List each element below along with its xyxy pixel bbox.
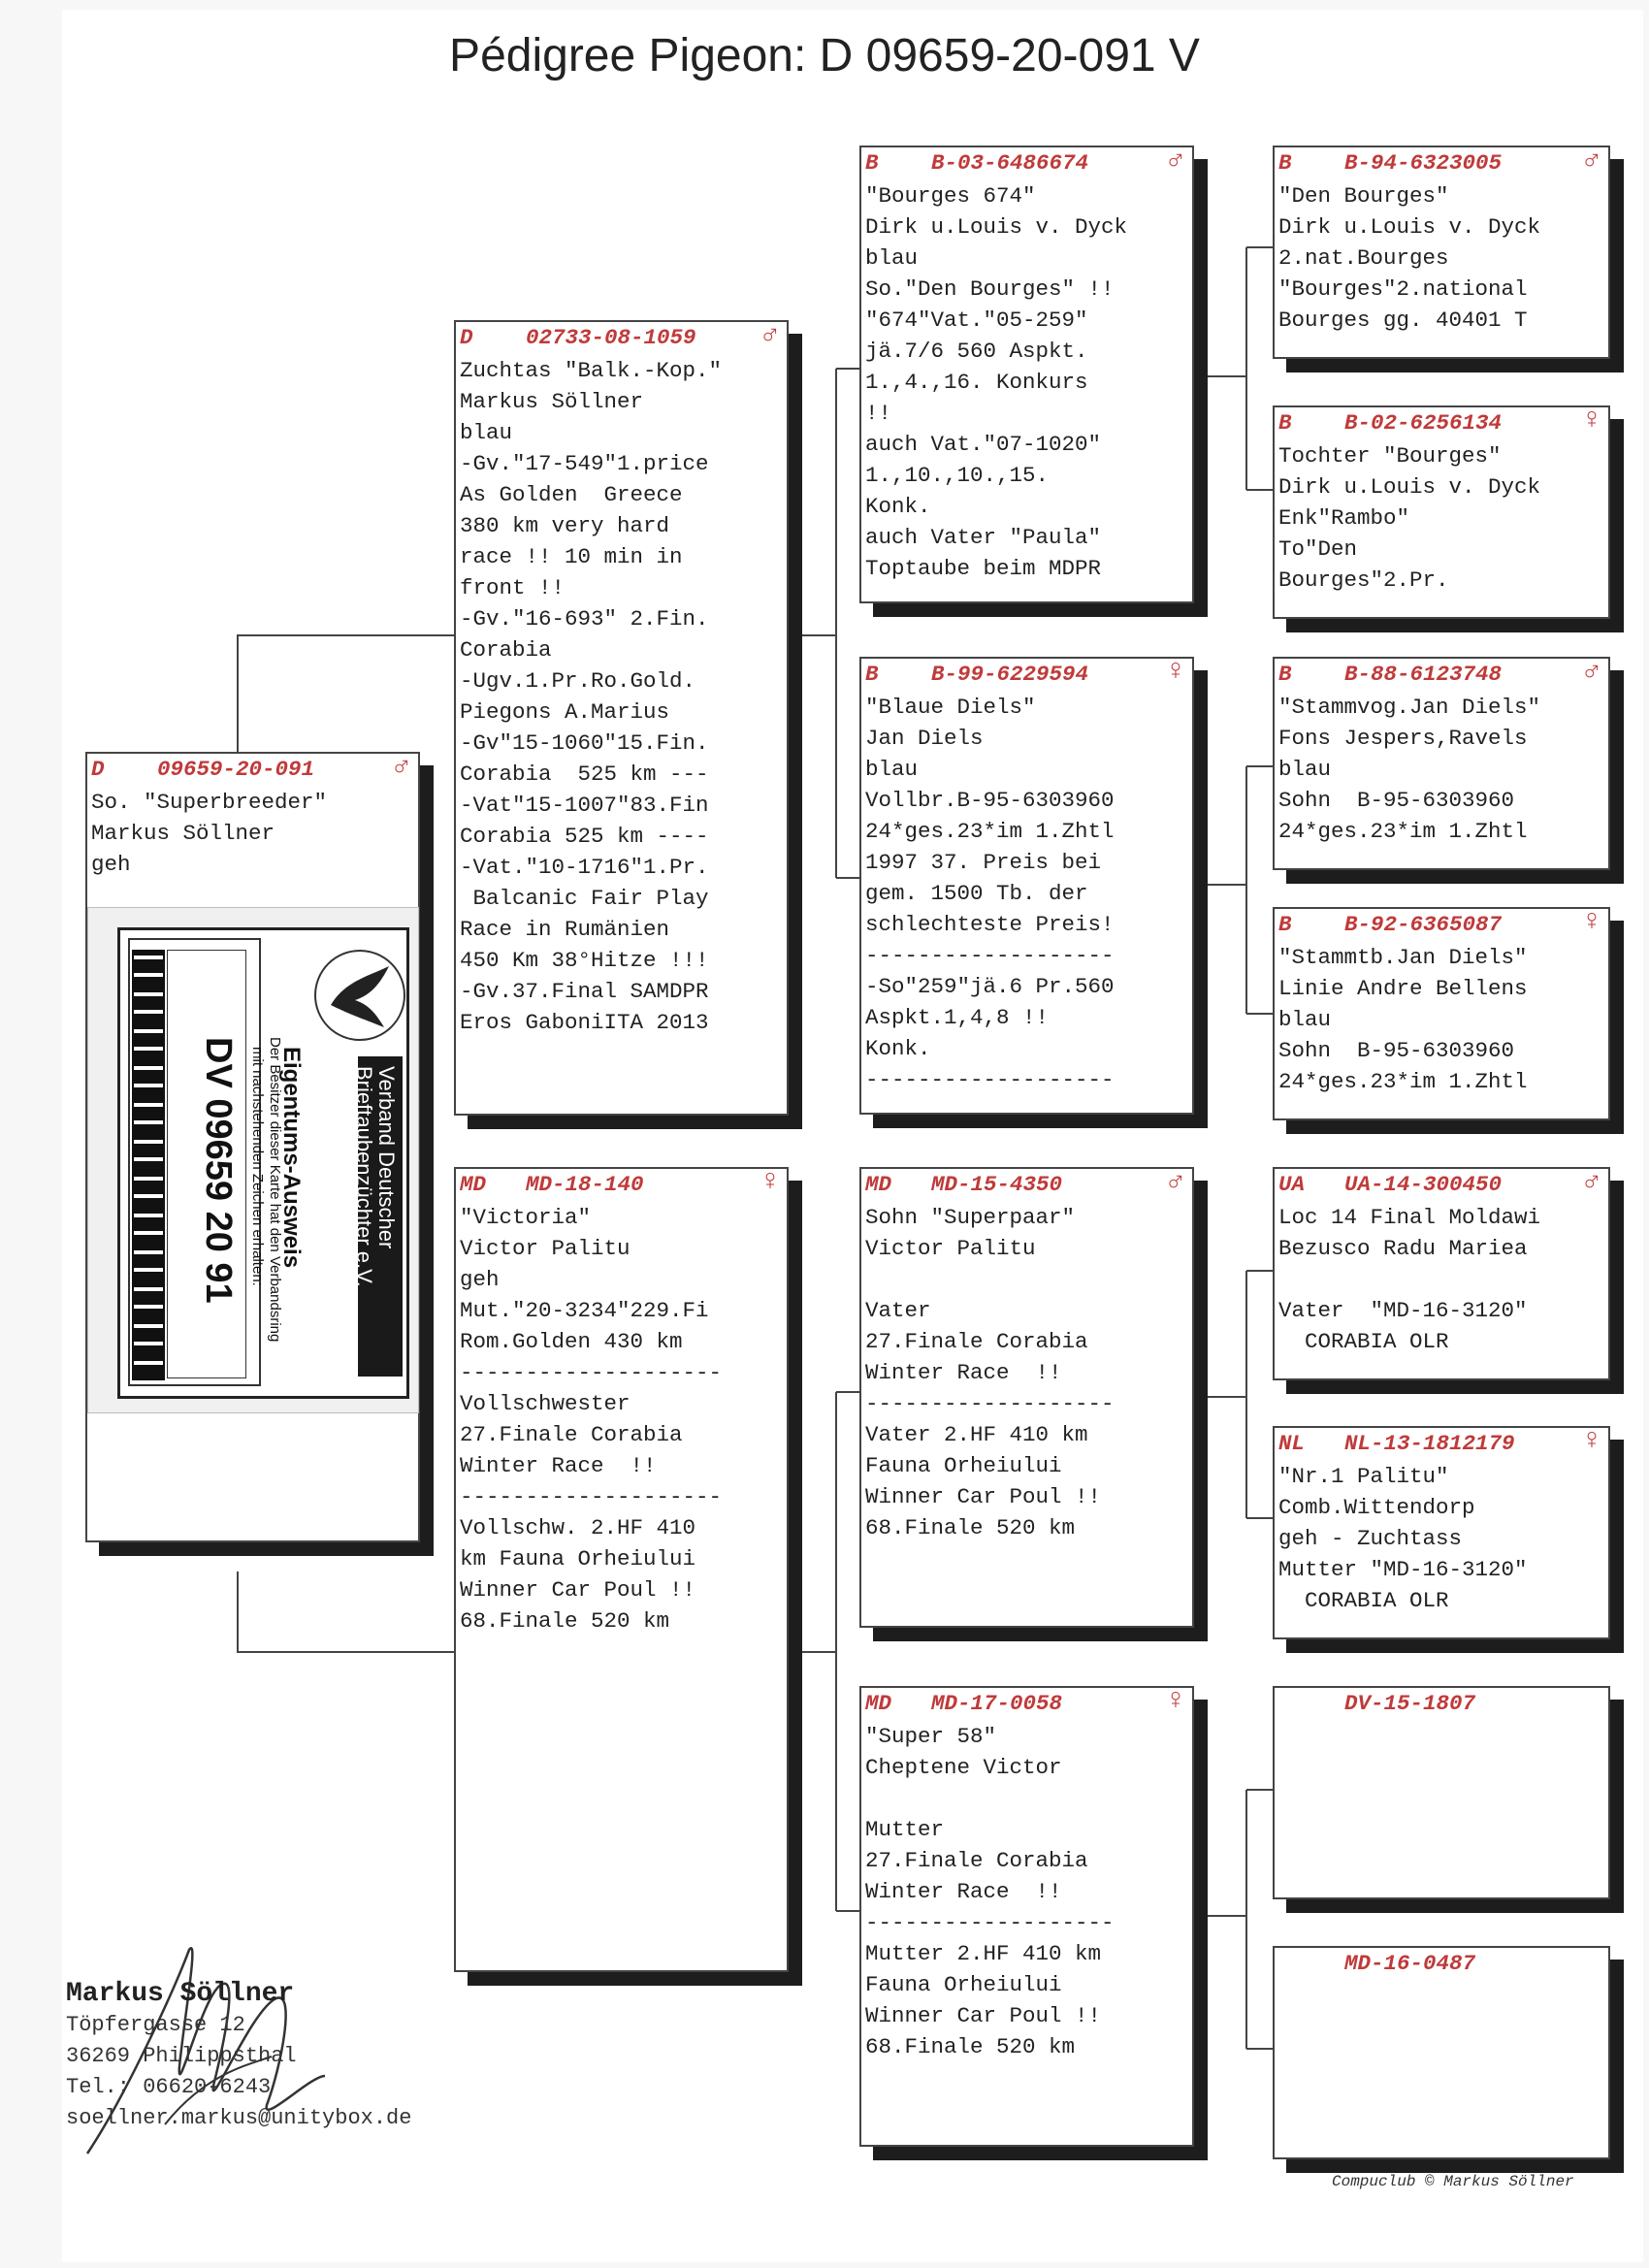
pigeon-detail-line: Vollschw. 2.HF 410 (460, 1515, 696, 1540)
pigeon-detail-line: "Nr.1 Palitu" (1278, 1464, 1449, 1489)
pigeon-detail-line: Sohn B-95-6303960 (1278, 1038, 1515, 1063)
pigeon-detail-line: "Victoria" (460, 1205, 592, 1230)
pigeon-detail-line: Vater 2.HF 410 km (865, 1422, 1088, 1447)
ring-number: 02733-08-1059 (526, 325, 696, 350)
pigeon-detail-line: "Den Bourges" (1278, 183, 1449, 209)
pigeon-detail-line: -Ugv.1.Pr.Ro.Gold. (460, 668, 696, 694)
pigeon-detail-line: front !! (460, 575, 566, 600)
pigeon-detail-line: Sohn B-95-6303960 (1278, 788, 1515, 813)
pigeon-detail-line: ------------------- (865, 1910, 1115, 1935)
pigeon-detail-line: Winner Car Poul !! (865, 1484, 1102, 1509)
ring-card (87, 907, 419, 1413)
pigeon-header (1275, 147, 1608, 180)
ring-number: 09659-20-091 (157, 757, 315, 782)
pigeon-header (1275, 909, 1608, 942)
pigeon-header (1275, 1948, 1608, 1981)
pigeon-detail-line: 1.,4.,16. Konkurs (865, 370, 1088, 395)
country-code: B (865, 662, 879, 687)
pigeon-detail-line: Vollschwester (460, 1391, 630, 1416)
country-code: B (1278, 912, 1292, 937)
owner-address (66, 1979, 411, 2134)
pigeon-box-mfm (1273, 1426, 1610, 1639)
pigeon-box-ffm (1273, 405, 1610, 619)
pigeon-detail-line: 24*ges.23*im 1.Zhtl (1278, 1069, 1528, 1094)
pigeon-detail-line: !! (865, 401, 892, 426)
male-icon: ♂ (1166, 1167, 1184, 1199)
pigeon-detail-line (861, 1264, 1192, 1295)
pigeon-detail-line: Vollbr.B-95-6303960 (865, 788, 1115, 813)
pigeon-box-mother-father (859, 1167, 1194, 1628)
pigeon-detail-line: -Vat"15-1007"83.Fin (460, 793, 709, 818)
pigeon-header (87, 754, 418, 787)
pigeon-header (861, 659, 1192, 692)
pigeon-box-fff (1273, 146, 1610, 359)
pigeon-detail-line: Toptaube beim MDPR (865, 556, 1102, 581)
pigeon-detail-line: Piegons A.Marius (460, 699, 670, 725)
owner-email: soellner.markus@unitybox.de (66, 2106, 412, 2130)
pigeon-detail-line: Rom.Golden 430 km (460, 1329, 683, 1354)
ring-number: MD-15-4350 (931, 1172, 1063, 1197)
pigeon-box-father-mother (859, 657, 1194, 1115)
pigeon-detail-line: Dirk u.Louis v. Dyck (865, 214, 1128, 240)
ring-number: MD-16-0487 (1344, 1951, 1476, 1976)
pigeon-detail-line: Aspkt.1,4,8 !! (865, 1005, 1050, 1030)
pigeon-detail-line: Bourges gg. 40401 T (1278, 308, 1528, 333)
ring-card-association: Verband Deutscher (374, 1066, 399, 1249)
ring-card-note-2: mit nachstehenden Zeichen erhalten: (249, 1047, 266, 1286)
pigeon-detail-line: jä.7/6 560 Aspkt. (865, 339, 1088, 364)
pigeon-detail-line: blau (865, 245, 919, 271)
ring-number: B-94-6323005 (1344, 150, 1503, 176)
footer-credit: Compuclub © Markus Söllner (1332, 2173, 1574, 2190)
male-icon: ♂ (1166, 146, 1184, 178)
pigeon-detail-line: 24*ges.23*im 1.Zhtl (1278, 819, 1528, 844)
pigeon-detail-line: Jan Diels (865, 726, 984, 751)
ring-card-note: Der Besitzer dieser Karte hat den Verbandsring (267, 1037, 283, 1343)
female-icon: ♀ (760, 1167, 779, 1199)
pigeon-detail-line: "Bourges"2.national (1278, 276, 1528, 302)
pigeon-detail-line: Corabia 525 km --- (460, 761, 709, 787)
pigeon-detail-line: Mut."20-3234"229.Fi (460, 1298, 709, 1323)
ring-number: MD-18-140 (526, 1172, 644, 1197)
pigeon-detail-line (861, 1783, 1192, 1814)
pigeon-detail-line: Cheptene Victor (865, 1755, 1062, 1780)
pigeon-detail-line: Race in Rumänien (460, 917, 670, 942)
pigeon-detail-line: -Gv."17-549"1.price (460, 451, 709, 476)
pigeon-detail-line: Victor Palitu (460, 1236, 630, 1261)
female-icon: ♀ (1582, 1426, 1600, 1458)
pigeon-detail-line: Zuchtas "Balk.-Kop." (460, 358, 723, 383)
pigeon-logo-icon (314, 950, 405, 1041)
pigeon-detail-line: race !! 10 min in (460, 544, 683, 569)
pigeon-detail-line: Bezusco Radu Mariea (1278, 1236, 1528, 1261)
pigeon-detail-line: -Gv"15-1060"15.Fin. (460, 730, 709, 756)
pigeon-detail-line: Vater (865, 1298, 931, 1323)
pigeon-detail-line: schlechteste Preis! (865, 912, 1115, 937)
pigeon-header (1275, 1688, 1608, 1721)
ring-number: B-99-6229594 (931, 662, 1089, 687)
pigeon-detail-line: CORABIA OLR (1278, 1329, 1449, 1354)
pigeon-box-father-father (859, 146, 1194, 603)
male-icon: ♂ (392, 752, 410, 784)
owner-city: 36269 Philippsthal (66, 2044, 297, 2068)
pigeon-detail-line: "Bourges 674" (865, 183, 1036, 209)
pigeon-detail-line: CORABIA OLR (1278, 1588, 1449, 1613)
pigeon-detail-line: km Fauna Orheiului (460, 1546, 696, 1571)
pigeon-detail-line: Sohn "Superpaar" (865, 1205, 1076, 1230)
pigeon-detail-line: Loc 14 Final Moldawi (1278, 1205, 1541, 1230)
pigeon-detail-line: 2.nat.Bourges (1278, 245, 1449, 271)
pigeon-detail-line: As Golden Greece (460, 482, 683, 507)
pigeon-box-fmm (1273, 907, 1610, 1120)
pigeon-detail-line: Winner Car Poul !! (865, 2003, 1102, 2028)
pigeon-detail-line: auch Vater "Paula" (865, 525, 1102, 550)
pigeon-header (1275, 659, 1608, 692)
pigeon-detail-line: Linie Andre Bellens (1278, 976, 1528, 1001)
pigeon-detail-line: To"Den (1278, 536, 1358, 562)
pigeon-detail-line: "Stammvog.Jan Diels" (1278, 695, 1541, 720)
pigeon-detail-line: -------------------- (460, 1360, 723, 1385)
pigeon-box-mother-mother (859, 1686, 1194, 2147)
ring-card-inner (117, 927, 409, 1399)
pigeon-detail-line: 27.Finale Corabia (865, 1329, 1088, 1354)
pigeon-detail-line: 27.Finale Corabia (460, 1422, 683, 1447)
pigeon-detail-line: Fauna Orheiului (865, 1453, 1062, 1478)
pigeon-box-mmm (1273, 1946, 1610, 2159)
pigeon-detail-line: blau (1278, 1007, 1332, 1032)
pigeon-detail-line: -------------------- (460, 1484, 723, 1509)
pigeon-detail-line: 1.,10.,10.,15. (865, 463, 1050, 488)
pigeon-detail-line: geh - Zuchtass (1278, 1526, 1463, 1551)
pigeon-box-mmf (1273, 1686, 1610, 1899)
pigeon-detail-line: Balcanic Fair Play (460, 886, 709, 911)
pigeon-detail-line: Mutter "MD-16-3120" (1278, 1557, 1528, 1582)
pigeon-detail-line: Fauna Orheiului (865, 1972, 1062, 1997)
ring-number: B-03-6486674 (931, 150, 1089, 176)
owner-street: Töpfergasse 12 (66, 2013, 245, 2037)
pigeon-detail-line: Dirk u.Louis v. Dyck (1278, 474, 1541, 500)
country-code: B (1278, 410, 1292, 436)
ring-number: NL-13-1812179 (1344, 1431, 1515, 1456)
pigeon-header (456, 1169, 787, 1202)
pigeon-detail-line: Vater "MD-16-3120" (1278, 1298, 1528, 1323)
pigeon-detail-line: blau (460, 420, 513, 445)
male-icon: ♂ (1582, 146, 1600, 178)
pigeon-detail-line: Fons Jespers,Ravels (1278, 726, 1528, 751)
pigeon-box-father (454, 320, 789, 1116)
pigeon-detail-line: ------------------- (865, 943, 1115, 968)
pigeon-detail-line: Konk. (865, 1036, 931, 1061)
pigeon-detail-line: Winter Race !! (865, 1879, 1062, 1904)
pigeon-detail-line: 24*ges.23*im 1.Zhtl (865, 819, 1115, 844)
pigeon-detail-line: Eros GaboniITA 2013 (460, 1010, 709, 1035)
ring-number: MD-17-0058 (931, 1691, 1063, 1716)
female-icon: ♀ (1582, 405, 1600, 437)
pigeon-detail-line (1275, 1264, 1608, 1295)
pigeon-detail-line: 1997 37. Preis bei (865, 850, 1102, 875)
country-code: MD (460, 1172, 487, 1197)
pigeon-detail-line: 68.Finale 520 km (865, 2034, 1076, 2059)
pigeon-detail-line: "Stammtb.Jan Diels" (1278, 945, 1528, 970)
male-icon: ♂ (1582, 1167, 1600, 1199)
country-code: MD (865, 1172, 892, 1197)
pigeon-detail-line: blau (1278, 757, 1332, 782)
male-icon: ♂ (760, 320, 779, 352)
pigeon-detail-line: ------------------- (865, 1391, 1115, 1416)
ring-card-pattern (132, 950, 165, 1380)
pigeon-detail-line: -So"259"jä.6 Pr.560 (865, 974, 1115, 999)
pigeon-header (1275, 1428, 1608, 1461)
pigeon-detail-line: Dirk u.Louis v. Dyck (1278, 214, 1541, 240)
pigeon-header (1275, 407, 1608, 440)
pigeon-detail-line: geh (91, 852, 131, 877)
country-code: NL (1278, 1431, 1306, 1456)
ring-number: B-92-6365087 (1344, 912, 1503, 937)
female-icon: ♀ (1166, 657, 1184, 689)
pigeon-detail-line: Tochter "Bourges" (1278, 443, 1502, 469)
pigeon-detail-line: blau (865, 757, 919, 782)
ring-card-association-2: Brieftaubenzüchter e.V. (352, 1066, 376, 1287)
country-code: D (460, 325, 473, 350)
pigeon-header (1275, 1169, 1608, 1202)
pigeon-detail-line: 450 Km 38°Hitze !!! (460, 948, 709, 973)
country-code: MD (865, 1691, 892, 1716)
pigeon-box-mother (454, 1167, 789, 1972)
pigeon-header (861, 147, 1192, 180)
pigeon-detail-line: -Gv."16-693" 2.Fin. (460, 606, 709, 632)
ring-number: B-02-6256134 (1344, 410, 1503, 436)
pigeon-detail-line: gem. 1500 Tb. der (865, 881, 1088, 906)
ring-card-heading: Eigentums-Ausweis (278, 1047, 305, 1269)
pigeon-detail-line: "Blaue Diels" (865, 695, 1036, 720)
pigeon-header (861, 1169, 1192, 1202)
owner-name: Markus Söllner (66, 1979, 295, 2009)
country-code: B (1278, 662, 1292, 687)
pigeon-detail-line: Corabia (460, 637, 552, 663)
pigeon-detail-line: Winter Race !! (865, 1360, 1062, 1385)
pigeon-detail-line: Enk"Rambo" (1278, 505, 1410, 531)
pigeon-box-fmf (1273, 657, 1610, 870)
pigeon-detail-line: ------------------- (865, 1067, 1115, 1092)
pigeon-detail-line: 27.Finale Corabia (865, 1848, 1088, 1873)
pigeon-detail-line: Bourges"2.Pr. (1278, 567, 1449, 593)
pigeon-detail-line: Mutter 2.HF 410 km (865, 1941, 1102, 1966)
pigeon-detail-line: 68.Finale 520 km (865, 1515, 1076, 1540)
pigeon-detail-line: "Super 58" (865, 1724, 997, 1749)
female-icon: ♀ (1166, 1686, 1184, 1718)
pigeon-header (456, 322, 787, 355)
pigeon-detail-line: Winner Car Poul !! (460, 1577, 696, 1603)
pigeon-detail-line: Markus Söllner (460, 389, 644, 414)
country-code: UA (1278, 1172, 1306, 1197)
pigeon-detail-line: Konk. (865, 494, 931, 519)
pigeon-detail-line: So."Den Bourges" !! (865, 276, 1115, 302)
pigeon-detail-line: auch Vat."07-1020" (865, 432, 1102, 457)
pigeon-detail-line: Markus Söllner (91, 821, 275, 846)
ring-number: B-88-6123748 (1344, 662, 1503, 687)
pigeon-detail-line: Mutter (865, 1817, 945, 1842)
pigeon-detail-line: -Vat."10-1716"1.Pr. (460, 855, 709, 880)
pigeon-detail-line: 68.Finale 520 km (460, 1608, 670, 1634)
pigeon-detail-line: Comb.Wittendorp (1278, 1495, 1475, 1520)
pigeon-detail-line: geh (460, 1267, 500, 1292)
male-icon: ♂ (1582, 657, 1600, 689)
female-icon: ♀ (1582, 907, 1600, 939)
pigeon-detail-line: So. "Superbreeder" (91, 790, 328, 815)
ring-number: UA-14-300450 (1344, 1172, 1503, 1197)
ring-card-number: DV 09659 20 91 (198, 1037, 239, 1304)
pigeon-detail-line: 380 km very hard (460, 513, 670, 538)
page-title: Pédigree Pigeon: D 09659-20-091 V (449, 30, 1200, 81)
country-code: B (1278, 150, 1292, 176)
pigeon-detail-line: Victor Palitu (865, 1236, 1036, 1261)
pigeon-detail-line: "674"Vat."05-259" (865, 308, 1088, 333)
pigeon-detail-line: -Gv.37.Final SAMDPR (460, 979, 709, 1004)
pigeon-header (861, 1688, 1192, 1721)
pigeon-detail-line: Winter Race !! (460, 1453, 657, 1478)
country-code: D (91, 757, 105, 782)
owner-phone: Tel.: 06620-6243 (66, 2075, 272, 2099)
ring-number: DV-15-1807 (1344, 1691, 1476, 1716)
country-code: B (865, 150, 879, 176)
pigeon-box-mff (1273, 1167, 1610, 1380)
pigeon-detail-line: Corabia 525 km ---- (460, 824, 709, 849)
